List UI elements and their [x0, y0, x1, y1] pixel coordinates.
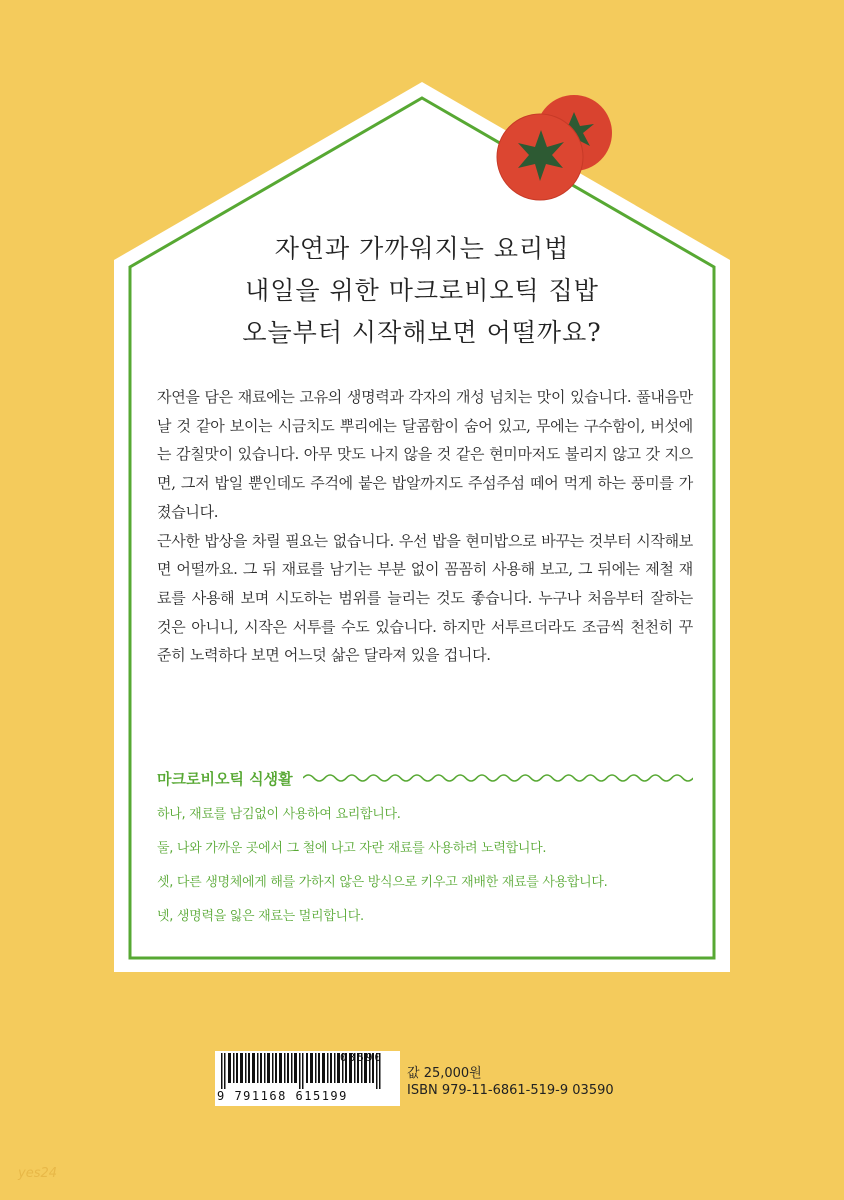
- watermark: yes24: [18, 1166, 58, 1181]
- barcode-addon: 03590: [340, 1051, 384, 1064]
- headline: [170, 228, 674, 354]
- price: 값 25,000원: [407, 1066, 482, 1081]
- headline-line: 자연과 가까워지는 요리법: [274, 234, 570, 263]
- headline-line: 내일을 위한 마크로비오틱 집밥: [245, 276, 599, 305]
- tomato-icon: [497, 114, 583, 200]
- body-text: [157, 383, 693, 670]
- diet-item: 둘, 나와 가까운 곳에서 그 철에 나고 자란 재료를 사용하려 노력합니다.: [157, 841, 547, 856]
- diet-item: 넷, 생명력을 잃은 재료는 멀리합니다.: [157, 909, 364, 924]
- diet-title: 마크로비오틱 식생활: [157, 769, 293, 788]
- diet-title-row: [157, 766, 693, 790]
- diet-item: 하나, 재료를 남김없이 사용하여 요리합니다.: [157, 807, 401, 822]
- diet-item: 셋, 다른 생명체에게 해를 가하지 않은 방식으로 키우고 재배한 재료를 사용합니다.: [157, 875, 608, 890]
- isbn: ISBN 979-11-6861-519-9 03590: [407, 1083, 614, 1098]
- barcode-digits: 9 791168 615199: [217, 1089, 348, 1103]
- headline-line: 오늘부터 시작해보면 어떨까요?: [242, 318, 602, 347]
- diet-list: [157, 798, 697, 934]
- body-paragraph: 근사한 밥상을 차릴 필요는 없습니다. 우선 밥을 현미밥으로 바꾸는 것부터 시작해보면 어떨까요. 그 뒤 재료를 남기는 부분 없이 꼼꼼히 사용해 보고, 그 뒤에는 제철 재료를 사용해 보며 시도하는 범위를 늘리는 것도 좋습니다. 누구나 처음부터 잘하는 것은 아니니, 시작은 서투를 수도 있습니다. 하지만 서투르더라도 조금씩 천천히 꾸준히 노력하다 보면 어느덧 삶은 달라져 있을 겁니다.: [157, 531, 693, 665]
- wave-divider: [303, 772, 693, 784]
- body-paragraph: 자연을 담은 재료에는 고유의 생명력과 각자의 개성 넘치는 맛이 있습니다. 풀내음만 날 것 같아 보이는 시금치도 뿌리에는 달콤함이 숨어 있고, 무에는 구수함이, 버섯에는 감칠맛이 있습니다. 아무 맛도 나지 않을 것 같은 현미마저도 불리지 않고 갓 지으면, 그저 밥일 뿐인데도 주걱에 붙은 밥알까지도 주섬주섬 떼어 먹게 하는 풍미를 가졌습니다.: [157, 388, 693, 521]
